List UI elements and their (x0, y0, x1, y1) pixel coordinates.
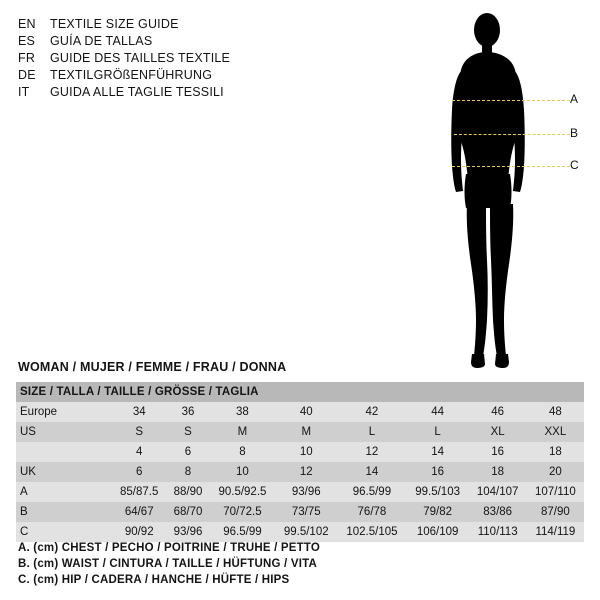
table-row-c (16, 522, 584, 542)
cell-uk-6: 16 (407, 462, 469, 482)
cell-us-5: L (337, 422, 406, 442)
measure-line-a (452, 100, 570, 101)
cell-uk-8: 20 (527, 462, 584, 482)
cell-us-6: L (407, 422, 469, 442)
language-row-de (18, 67, 318, 84)
note-c: C. (cm) HIP / CADERA / HANCHE / HÜFTE / HIPS (18, 574, 290, 586)
table-row-b (16, 502, 584, 522)
measure-label-a: A (570, 92, 579, 106)
size-table-container (16, 382, 584, 542)
cell-us-1: S (112, 422, 166, 442)
row-label-b: B (16, 502, 112, 522)
cell-a-5: 96.5/99 (337, 482, 406, 502)
cell-us-3: M (210, 422, 276, 442)
measure-line-c (452, 166, 570, 167)
row-label-a: A (16, 482, 112, 502)
cell-usnum-4: 10 (275, 442, 337, 462)
measure-line-b (454, 134, 570, 135)
cell-uk-1: 6 (112, 462, 166, 482)
cell-uk-7: 18 (469, 462, 527, 482)
language-code-en: EN (18, 17, 36, 31)
cell-c-5: 102.5/105 (337, 522, 406, 542)
cell-usnum-7: 16 (469, 442, 527, 462)
table-row-a (16, 482, 584, 502)
cell-us-2: S (166, 422, 209, 442)
language-code-fr: FR (18, 51, 36, 65)
note-a: A. (cm) CHEST / PECHO / POITRINE / TRUHE / PETTO (18, 542, 321, 554)
cell-a-2: 88/90 (166, 482, 209, 502)
cell-c-7: 110/113 (469, 522, 527, 542)
cell-c-8: 114/119 (527, 522, 584, 542)
cell-b-3: 70/72.5 (210, 502, 276, 522)
cell-europe-2: 36 (166, 402, 209, 422)
cell-c-2: 93/96 (166, 522, 209, 542)
cell-c-4: 99.5/102 (275, 522, 337, 542)
cell-c-3: 96.5/99 (210, 522, 276, 542)
table-row-us-numeric (16, 442, 584, 462)
cell-uk-4: 12 (275, 462, 337, 482)
cell-a-4: 93/96 (275, 482, 337, 502)
cell-uk-2: 8 (166, 462, 209, 482)
language-text-es: GUÍA DE TALLAS (50, 34, 153, 48)
measure-label-c: C (570, 158, 579, 172)
cell-uk-5: 14 (337, 462, 406, 482)
language-row-fr (18, 50, 318, 67)
section-title-woman: WOMAN / MUJER / FEMME / FRAU / DONNA (18, 360, 287, 374)
table-row-uk (16, 462, 584, 482)
cell-a-7: 104/107 (469, 482, 527, 502)
cell-b-1: 64/67 (112, 502, 166, 522)
table-row-us (16, 422, 584, 442)
language-text-fr: GUIDE DES TAILLES TEXTILE (50, 51, 231, 65)
table-row-europe (16, 402, 584, 422)
cell-c-1: 90/92 (112, 522, 166, 542)
cell-europe-4: 40 (275, 402, 337, 422)
cell-usnum-5: 12 (337, 442, 406, 462)
cell-europe-7: 46 (469, 402, 527, 422)
cell-c-6: 106/109 (407, 522, 469, 542)
size-table (16, 382, 584, 542)
cell-europe-5: 42 (337, 402, 406, 422)
cell-europe-1: 34 (112, 402, 166, 422)
cell-usnum-6: 14 (407, 442, 469, 462)
language-text-de: TEXTILGRÖßENFÜHRUNG (50, 68, 213, 82)
measure-label-b: B (570, 126, 579, 140)
cell-a-6: 99.5/103 (407, 482, 469, 502)
measurement-notes (18, 540, 578, 588)
cell-europe-8: 48 (527, 402, 584, 422)
cell-a-3: 90.5/92.5 (210, 482, 276, 502)
cell-a-8: 107/110 (527, 482, 584, 502)
cell-europe-6: 44 (407, 402, 469, 422)
row-label-c: C (16, 522, 112, 542)
cell-us-8: XXL (527, 422, 584, 442)
cell-b-2: 68/70 (166, 502, 209, 522)
table-header-label: SIZE / TALLA / TAILLE / GRÖSSE / TAGLIA (16, 382, 584, 402)
language-list (18, 16, 318, 101)
row-label-us: US (16, 422, 112, 442)
cell-uk-3: 10 (210, 462, 276, 482)
language-row-en (18, 16, 318, 33)
language-text-it: GUIDA ALLE TAGLIE TESSILI (50, 85, 224, 99)
cell-b-8: 87/90 (527, 502, 584, 522)
cell-b-5: 76/78 (337, 502, 406, 522)
language-row-es (18, 33, 318, 50)
row-label-uk: UK (16, 462, 112, 482)
cell-a-1: 85/87.5 (112, 482, 166, 502)
female-silhouette-icon (420, 8, 590, 378)
cell-usnum-2: 6 (166, 442, 209, 462)
table-header-row (16, 382, 584, 402)
language-row-it (18, 84, 318, 101)
body-figure (420, 8, 590, 378)
cell-usnum-3: 8 (210, 442, 276, 462)
cell-b-6: 79/82 (407, 502, 469, 522)
cell-b-7: 83/86 (469, 502, 527, 522)
language-code-es: ES (18, 34, 36, 48)
language-code-de: DE (18, 68, 36, 82)
cell-europe-3: 38 (210, 402, 276, 422)
cell-us-4: M (275, 422, 337, 442)
cell-usnum-1: 4 (112, 442, 166, 462)
cell-us-7: XL (469, 422, 527, 442)
language-text-en: TEXTILE SIZE GUIDE (50, 17, 179, 31)
row-label-europe: Europe (16, 402, 112, 422)
cell-usnum-8: 18 (527, 442, 584, 462)
row-label-us-numeric (16, 442, 112, 462)
note-b: B. (cm) WAIST / CINTURA / TAILLE / HÜFTUNG / VITA (18, 558, 317, 570)
language-code-it: IT (18, 85, 30, 99)
cell-b-4: 73/75 (275, 502, 337, 522)
